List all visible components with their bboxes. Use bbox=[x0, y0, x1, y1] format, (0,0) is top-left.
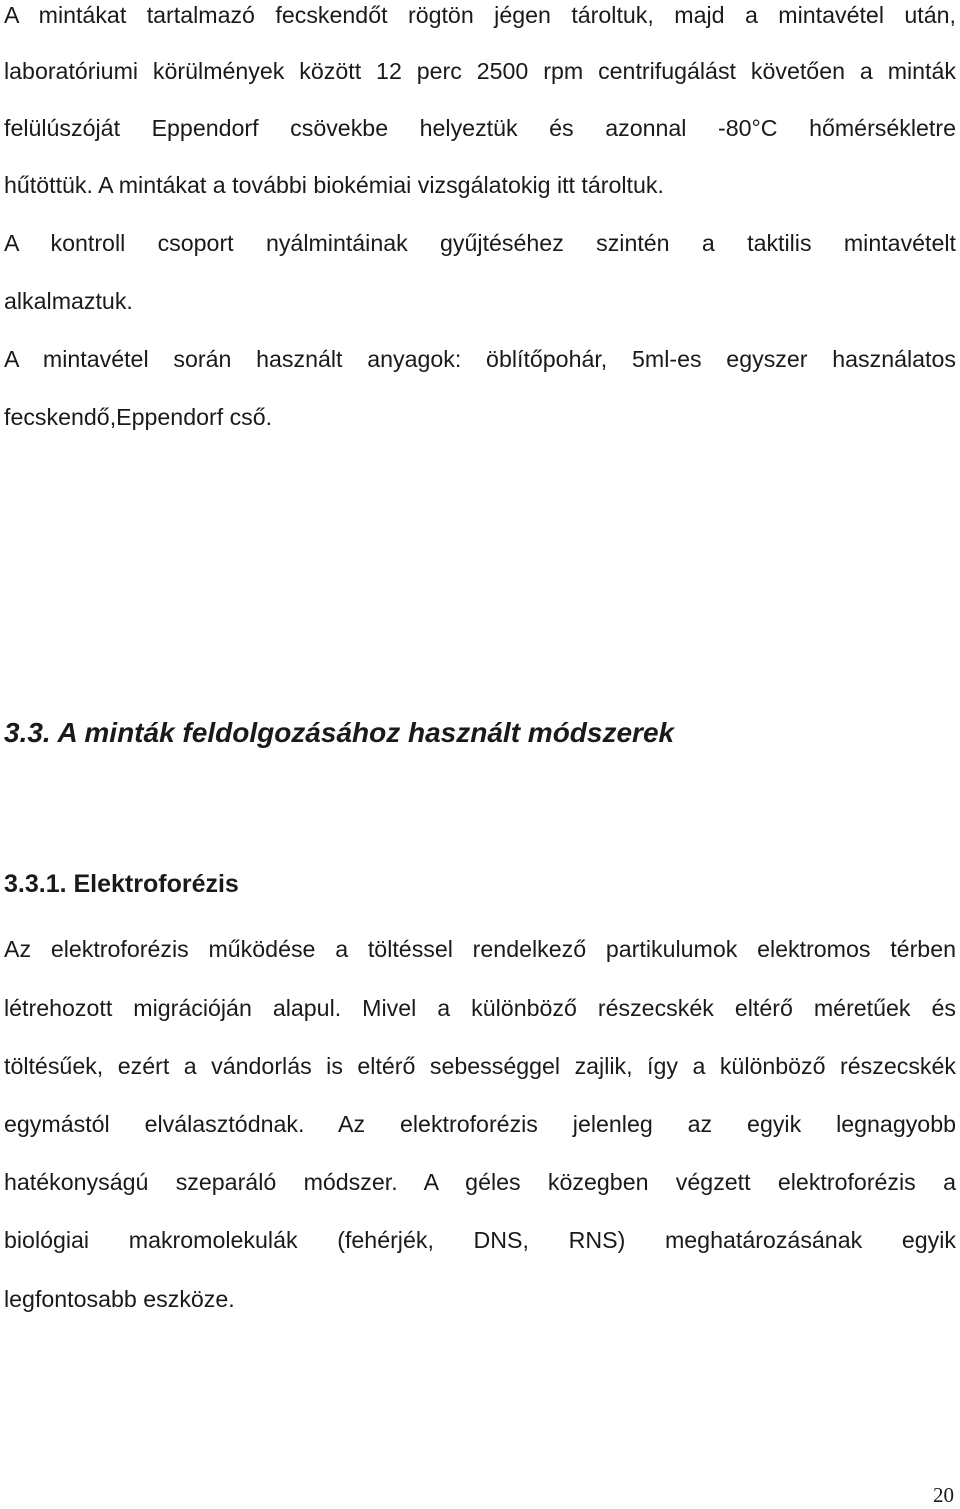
text-line: hűtöttük. A mintákat a további biokémiai vizsgálatokig itt tároltuk. bbox=[4, 172, 664, 198]
text-line: alkalmaztuk. bbox=[4, 288, 133, 314]
text-line: létrehozott migrációján alapul. Mivel a különböző részecskék eltérő méretűek és bbox=[4, 995, 956, 1021]
text-line: felülúszóját Eppendorf csövekbe helyeztük és azonnal -80°C hőmérsékletre bbox=[4, 115, 956, 141]
text-line: legfontosabb eszköze. bbox=[4, 1286, 235, 1312]
text-line: A mintavétel során használt anyagok: öblítőpohár, 5ml-es egyszer használatos bbox=[4, 346, 956, 372]
text-line: töltésűek, ezért a vándorlás is eltérő sebességgel zajlik, így a különböző részecskék bbox=[4, 1053, 956, 1079]
text-line: A kontroll csoport nyálmintáinak gyűjtéséhez szintén a taktilis mintavételt bbox=[4, 230, 956, 256]
text-line: hatékonyságú szeparáló módszer. A géles közegben végzett elektroforézis a bbox=[4, 1169, 956, 1195]
text-line: biológiai makromolekulák (fehérjék, DNS, RNS) meghatározásának egyik bbox=[4, 1227, 956, 1253]
text-line: laboratóriumi körülmények között 12 perc 2500 rpm centrifugálást követően a minták bbox=[4, 58, 956, 84]
section-heading: 3.3. A minták feldolgozásához használt módszerek bbox=[4, 717, 675, 748]
text-line: Az elektroforézis működése a töltéssel rendelkező partikulumok elektromos térben bbox=[4, 936, 956, 962]
text-line: A mintákat tartalmazó fecskendőt rögtön jégen tároltuk, majd a mintavétel után, bbox=[4, 2, 956, 28]
page-number: 20 bbox=[933, 1483, 954, 1507]
text-line: egymástól elválasztódnak. Az elektroforézis jelenleg az egyik legnagyobb bbox=[4, 1111, 956, 1137]
subsection-heading: 3.3.1. Elektroforézis bbox=[4, 870, 239, 898]
text-line: fecskendő,Eppendorf cső. bbox=[4, 404, 273, 430]
